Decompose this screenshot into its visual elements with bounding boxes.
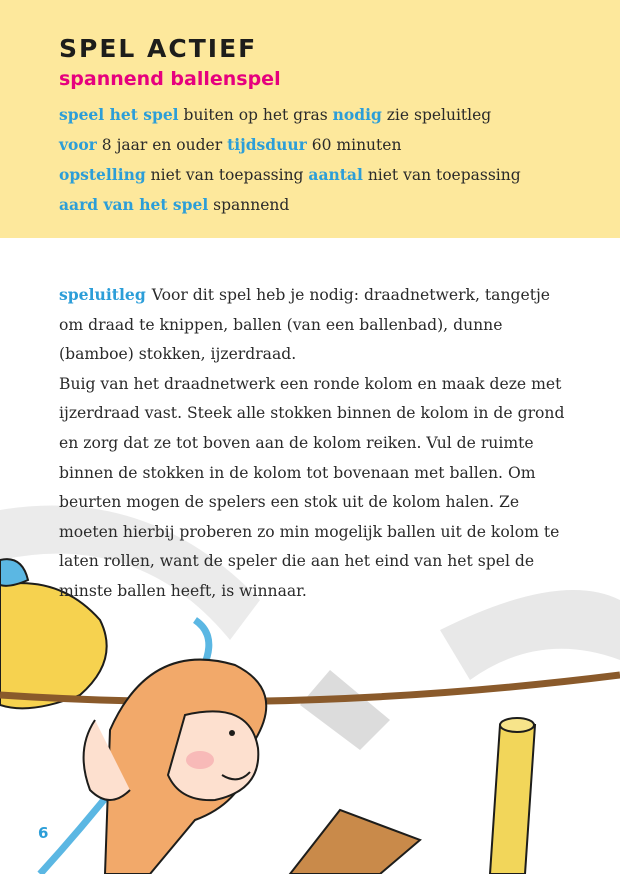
needed-value: zie speluitleg xyxy=(386,106,492,124)
age-label: voor xyxy=(59,135,97,154)
pole-top xyxy=(500,718,534,732)
girl-face xyxy=(168,711,258,800)
explanation-intro: Voor dit spel heb je nodig: draadnetwerk, tangetje om draad te knippen, ballen (van een ballenbad), dunne (bamboe) stokken, ijzerdraad. xyxy=(59,286,551,364)
duration-value: 60 minuten xyxy=(311,136,402,154)
duration-label: tijdsduur xyxy=(227,135,307,154)
count-value: niet van toepassing xyxy=(367,166,521,184)
blue-cap xyxy=(0,559,28,586)
setup-value: niet van toepassing xyxy=(150,166,304,184)
type-label: aard van het spel xyxy=(59,195,209,214)
swoosh-mid xyxy=(300,670,390,750)
wooden-plank xyxy=(290,810,420,874)
play-value: buiten op het gras xyxy=(183,106,328,124)
explanation-instructions: Buig van het draadnetwerk een ronde kolom en maak deze met ijzerdraad vast. Steek alle stokken binnen de kolom in de grond en zorg dat ze tot boven aan de kolom reiken. Vul de ruimte binnen de stokken in de kolom tot bovenaan met ballen. Om beurten mogen de spelers een stok uit de kolom halen. Ze moeten hierbij proberen zo min mogelijk ballen uit de kolom te laten rollen, want de speler die aan het eind van het spel de minste ballen heeft, is winnaar. xyxy=(59,374,565,600)
explanation-label: speluitleg xyxy=(59,285,146,304)
explanation-text xyxy=(59,280,569,607)
meta-line-play xyxy=(59,105,491,124)
yellow-pole xyxy=(490,725,535,874)
meta-line-setup xyxy=(59,165,521,184)
game-subtitle: spannend ballenspel xyxy=(59,68,281,90)
meta-line-age xyxy=(59,135,401,154)
setup-label: opstelling xyxy=(59,165,146,184)
needed-label: nodig xyxy=(332,105,382,124)
girl-cheek xyxy=(186,751,214,769)
meta-line-type xyxy=(59,195,289,214)
count-label: aantal xyxy=(308,165,363,184)
play-label: speel het spel xyxy=(59,105,179,124)
type-value: spannend xyxy=(213,196,290,214)
info-header xyxy=(0,0,620,238)
page-title: SPEL ACTIEF xyxy=(59,34,258,63)
page-number: 6 xyxy=(38,824,49,842)
age-value: 8 jaar en ouder xyxy=(101,136,223,154)
girl-eye xyxy=(229,730,235,736)
